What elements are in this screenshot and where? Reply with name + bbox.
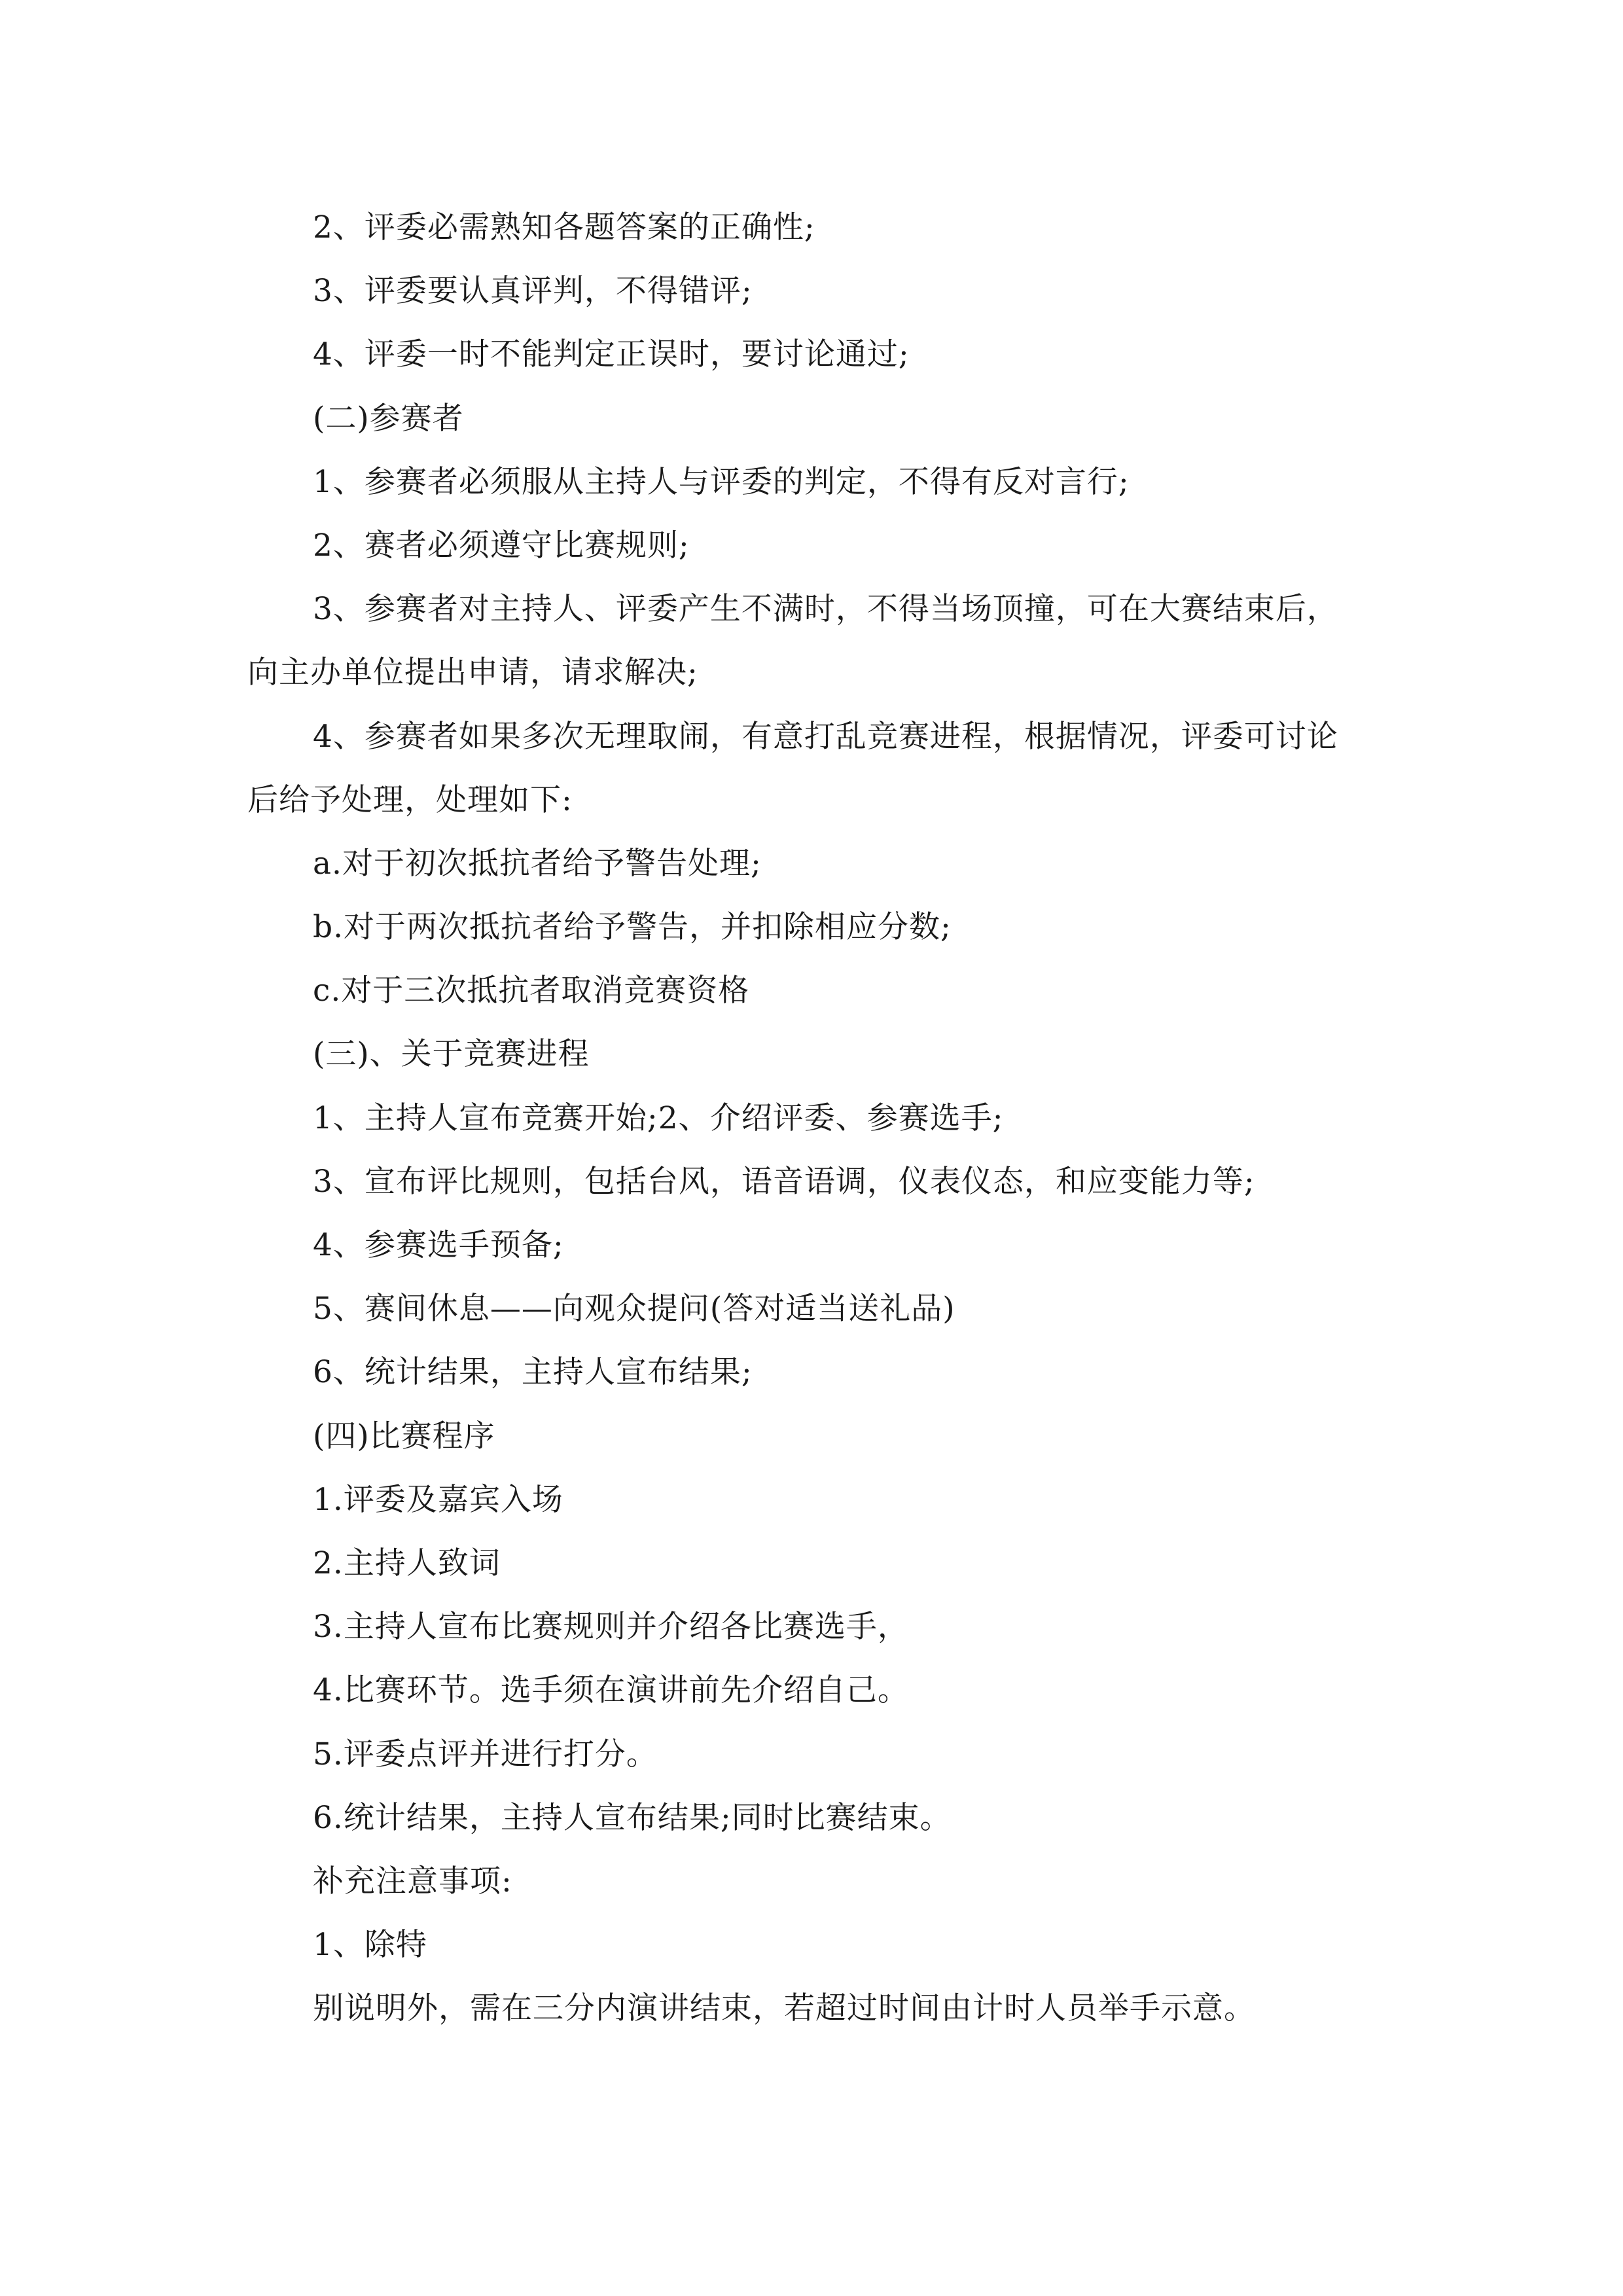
text-line: 3、宣布评比规则，包括台风，语音语调，仪表仪态，和应变能力等; [313, 1164, 1255, 1200]
text-line: 4、参赛者如果多次无理取闹，有意打乱竞赛进程，根据情况，评委可讨论 [313, 719, 1338, 755]
text-line: 2、赛者必须遵守比赛规则; [313, 528, 690, 564]
text-line: 5、赛间休息——向观众提问(答对适当送礼品) [313, 1291, 955, 1327]
text-line: 2.主持人致词 [313, 1545, 501, 1581]
text-line: 4.比赛环节。选手须在演讲前先介绍自己。 [313, 1672, 909, 1708]
text-line: c.对于三次抵抗者取消竞赛资格 [313, 973, 750, 1009]
text-line: 3、评委要认真评判，不得错评; [313, 273, 753, 309]
text-line: 5.评委点评并进行打分。 [313, 1736, 658, 1772]
text-line: 1、主持人宣布竞赛开始;2、介绍评委、参赛选手; [313, 1100, 1004, 1136]
text-line: a.对于初次抵抗者给予警告处理; [313, 846, 762, 882]
text-line: 4、参赛选手预备; [313, 1227, 564, 1263]
section-heading: (二)参赛者 [313, 401, 464, 437]
text-line: 1、参赛者必须服从主持人与评委的判定，不得有反对言行; [313, 464, 1130, 500]
text-line: 6.统计结果，主持人宣布结果;同时比赛结束。 [313, 1800, 952, 1836]
text-line: 3.主持人宣布比赛规则并介绍各比赛选手， [313, 1609, 909, 1645]
text-line: 3、参赛者对主持人、评委产生不满时，不得当场顶撞，可在大赛结束后， [313, 591, 1338, 627]
text-line: 别说明外，需在三分内演讲结束，若超过时间由计时人员举手示意。 [313, 1990, 1255, 2026]
text-line: 6、统计结果，主持人宣布结果; [313, 1354, 753, 1390]
text-line: 2、评委必需熟知各题答案的正确性; [313, 209, 815, 245]
text-line: 4、评委一时不能判定正误时，要讨论通过; [313, 336, 910, 372]
section-heading: (四)比赛程序 [313, 1418, 495, 1454]
text-line: 1、除特 [313, 1927, 427, 1963]
section-heading: (三)、关于竞赛进程 [313, 1036, 590, 1072]
text-line-continued: 向主办单位提出申请，请求解决; [247, 655, 698, 691]
text-line: b.对于两次抵抗者给予警告，并扣除相应分数; [313, 909, 952, 945]
text-line: 1.评委及嘉宾入场 [313, 1482, 563, 1518]
section-heading: 补充注意事项: [313, 1863, 512, 1899]
text-line-continued: 后给予处理，处理如下: [247, 782, 573, 818]
